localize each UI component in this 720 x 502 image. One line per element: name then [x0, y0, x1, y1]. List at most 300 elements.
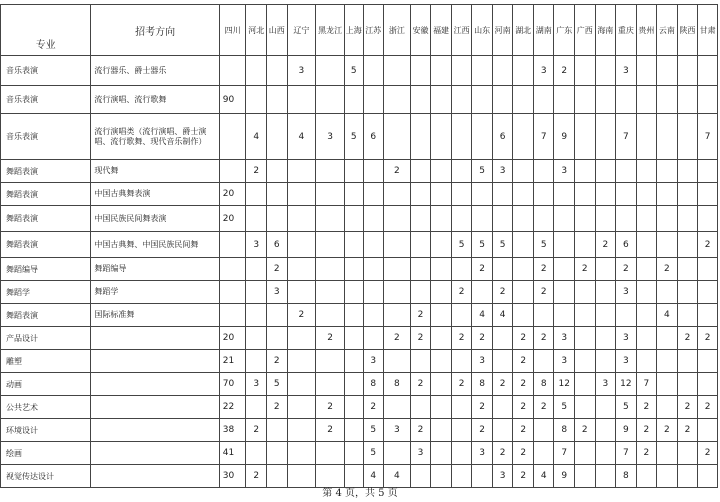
cell-quota	[431, 327, 452, 350]
cell-quota	[431, 56, 452, 86]
cell-quota	[657, 183, 678, 206]
cell-quota	[345, 206, 363, 232]
cell-quota	[246, 304, 267, 327]
table-row	[1, 350, 718, 373]
cell-quota	[677, 350, 698, 373]
cell-quota	[219, 160, 246, 183]
cell-quota	[345, 327, 363, 350]
cell-quota	[575, 114, 596, 160]
cell-quota	[492, 350, 513, 373]
cell-quota: 3	[267, 281, 288, 304]
cell-quota	[575, 56, 596, 86]
cell-quota	[533, 160, 554, 183]
cell-quota	[657, 114, 678, 160]
cell-quota	[492, 419, 513, 442]
cell-quota	[384, 258, 411, 281]
header-major: 专业	[1, 5, 91, 56]
cell-quota	[595, 86, 616, 114]
header-province: 甘肃	[698, 5, 718, 56]
cell-quota	[287, 442, 316, 465]
cell-direction	[91, 373, 219, 396]
cell-quota	[345, 304, 363, 327]
header-province: 海南	[595, 5, 616, 56]
cell-quota	[657, 396, 678, 419]
header-province: 山西	[267, 5, 288, 56]
cell-quota: 2	[533, 396, 554, 419]
cell-direction	[91, 442, 219, 465]
cell-major: 舞蹈表演	[1, 183, 91, 206]
cell-quota: 2	[492, 281, 513, 304]
cell-quota	[533, 86, 554, 114]
cell-quota	[472, 183, 493, 206]
cell-quota: 90	[219, 86, 246, 114]
cell-quota	[677, 281, 698, 304]
cell-quota	[636, 86, 657, 114]
cell-quota: 2	[246, 419, 267, 442]
cell-quota	[345, 419, 363, 442]
cell-quota: 2	[533, 258, 554, 281]
cell-quota	[345, 258, 363, 281]
table-row	[1, 304, 718, 327]
cell-quota: 4	[363, 465, 384, 488]
cell-quota	[316, 183, 345, 206]
cell-quota: 2	[698, 396, 718, 419]
cell-quota: 2	[513, 327, 534, 350]
cell-quota: 6	[616, 232, 637, 258]
cell-quota: 3	[287, 56, 316, 86]
cell-quota: 2	[595, 232, 616, 258]
cell-quota	[636, 160, 657, 183]
cell-quota: 8	[363, 373, 384, 396]
header-province: 湖北	[513, 5, 534, 56]
cell-quota: 5	[451, 232, 472, 258]
cell-quota: 5	[345, 56, 363, 86]
cell-quota	[431, 160, 452, 183]
cell-quota: 2	[657, 258, 678, 281]
cell-quota	[595, 56, 616, 86]
cell-quota: 3	[316, 114, 345, 160]
cell-quota: 2	[513, 442, 534, 465]
cell-quota	[677, 183, 698, 206]
cell-quota: 2	[677, 396, 698, 419]
cell-quota	[431, 350, 452, 373]
cell-quota: 2	[657, 419, 678, 442]
cell-quota: 9	[616, 419, 637, 442]
cell-quota	[345, 373, 363, 396]
cell-quota	[316, 258, 345, 281]
cell-quota	[287, 86, 316, 114]
cell-direction: 流行演唱、流行歌舞	[91, 86, 219, 114]
cell-quota	[316, 56, 345, 86]
cell-quota	[636, 281, 657, 304]
cell-quota	[345, 281, 363, 304]
cell-quota: 8	[616, 465, 637, 488]
cell-quota	[595, 396, 616, 419]
cell-quota: 3	[616, 350, 637, 373]
cell-quota	[267, 442, 288, 465]
cell-quota	[451, 419, 472, 442]
cell-quota	[410, 350, 431, 373]
cell-quota	[410, 114, 431, 160]
cell-quota: 8	[472, 373, 493, 396]
cell-quota	[431, 232, 452, 258]
cell-quota: 3	[616, 327, 637, 350]
quota-table	[0, 4, 718, 488]
header-province: 江西	[451, 5, 472, 56]
cell-quota	[410, 396, 431, 419]
cell-quota: 2	[513, 419, 534, 442]
cell-quota	[451, 114, 472, 160]
cell-major: 音乐表演	[1, 56, 91, 86]
cell-quota	[554, 304, 575, 327]
cell-quota: 3	[533, 56, 554, 86]
cell-quota	[267, 114, 288, 160]
cell-quota: 3	[246, 232, 267, 258]
cell-quota	[431, 86, 452, 114]
cell-quota	[533, 206, 554, 232]
cell-quota	[616, 160, 637, 183]
cell-quota: 12	[616, 373, 637, 396]
cell-quota	[698, 419, 718, 442]
cell-quota: 2	[472, 419, 493, 442]
cell-quota	[267, 206, 288, 232]
cell-quota	[698, 56, 718, 86]
cell-major: 舞蹈表演	[1, 206, 91, 232]
cell-quota	[616, 183, 637, 206]
cell-major: 舞蹈表演	[1, 304, 91, 327]
cell-quota	[554, 183, 575, 206]
cell-quota: 5	[554, 396, 575, 419]
cell-quota: 2	[267, 258, 288, 281]
cell-quota: 7	[554, 442, 575, 465]
cell-quota	[316, 281, 345, 304]
cell-quota: 2	[575, 258, 596, 281]
cell-quota	[246, 183, 267, 206]
cell-quota: 2	[698, 232, 718, 258]
table-row	[1, 373, 718, 396]
cell-quota: 3	[410, 442, 431, 465]
cell-quota	[513, 206, 534, 232]
cell-quota	[410, 86, 431, 114]
cell-quota: 5	[533, 232, 554, 258]
cell-quota	[410, 232, 431, 258]
cell-quota: 2	[513, 396, 534, 419]
header-province: 山东	[472, 5, 493, 56]
cell-quota	[316, 442, 345, 465]
cell-quota: 4	[533, 465, 554, 488]
cell-quota: 6	[363, 114, 384, 160]
header-province: 浙江	[384, 5, 411, 56]
header-province: 福建	[431, 5, 452, 56]
cell-quota	[533, 419, 554, 442]
cell-quota: 2	[492, 373, 513, 396]
cell-direction: 舞蹈编导	[91, 258, 219, 281]
cell-quota: 3	[472, 350, 493, 373]
cell-quota: 3	[616, 56, 637, 86]
cell-quota	[677, 232, 698, 258]
cell-quota: 2	[267, 396, 288, 419]
table-row	[1, 232, 718, 258]
cell-quota	[575, 183, 596, 206]
cell-quota: 2	[246, 465, 267, 488]
table-row	[1, 86, 718, 114]
cell-quota: 2	[451, 281, 472, 304]
cell-quota	[431, 206, 452, 232]
cell-quota	[595, 258, 616, 281]
header-province: 广东	[554, 5, 575, 56]
cell-quota	[698, 304, 718, 327]
cell-quota	[363, 258, 384, 281]
cell-quota	[246, 327, 267, 350]
cell-quota	[267, 56, 288, 86]
cell-quota	[575, 327, 596, 350]
header-province: 辽宁	[287, 5, 316, 56]
cell-quota	[451, 56, 472, 86]
cell-quota	[636, 304, 657, 327]
cell-quota	[513, 258, 534, 281]
cell-quota: 3	[246, 373, 267, 396]
cell-quota	[384, 56, 411, 86]
cell-quota	[287, 183, 316, 206]
cell-quota	[657, 160, 678, 183]
cell-quota	[219, 56, 246, 86]
cell-quota	[636, 232, 657, 258]
cell-quota	[363, 304, 384, 327]
cell-quota	[575, 232, 596, 258]
cell-quota: 3	[472, 442, 493, 465]
cell-quota	[472, 56, 493, 86]
table-body	[1, 56, 718, 488]
cell-quota	[554, 281, 575, 304]
cell-quota	[657, 86, 678, 114]
table-row	[1, 258, 718, 281]
cell-quota	[246, 396, 267, 419]
cell-quota: 2	[410, 327, 431, 350]
cell-quota	[616, 86, 637, 114]
cell-direction	[91, 396, 219, 419]
cell-quota	[410, 183, 431, 206]
table-row	[1, 419, 718, 442]
cell-quota	[363, 327, 384, 350]
cell-quota	[657, 327, 678, 350]
cell-direction: 中国古典舞、中国民族民间舞	[91, 232, 219, 258]
cell-quota	[533, 442, 554, 465]
cell-major: 舞蹈学	[1, 281, 91, 304]
cell-quota	[410, 160, 431, 183]
cell-quota: 20	[219, 183, 246, 206]
cell-quota: 5	[363, 419, 384, 442]
cell-quota	[554, 206, 575, 232]
cell-quota	[595, 327, 616, 350]
cell-quota	[246, 281, 267, 304]
cell-quota	[431, 304, 452, 327]
cell-quota	[267, 304, 288, 327]
cell-quota	[575, 442, 596, 465]
cell-major: 绘画	[1, 442, 91, 465]
cell-quota	[636, 114, 657, 160]
cell-quota: 2	[316, 327, 345, 350]
cell-quota	[287, 396, 316, 419]
cell-major: 雕塑	[1, 350, 91, 373]
cell-quota	[316, 304, 345, 327]
cell-quota	[575, 396, 596, 419]
cell-quota: 2	[513, 465, 534, 488]
cell-quota	[287, 232, 316, 258]
cell-quota: 5	[363, 442, 384, 465]
cell-quota	[575, 206, 596, 232]
cell-quota	[451, 86, 472, 114]
cell-quota: 3	[616, 281, 637, 304]
cell-direction: 流行演唱类（流行演唱、爵士演唱、流行歌舞、现代音乐制作）	[91, 114, 219, 160]
header-province: 黑龙江	[316, 5, 345, 56]
cell-major: 舞蹈编导	[1, 258, 91, 281]
cell-quota	[595, 206, 616, 232]
cell-quota: 70	[219, 373, 246, 396]
cell-quota	[554, 86, 575, 114]
cell-quota	[636, 56, 657, 86]
cell-quota	[492, 56, 513, 86]
cell-quota	[657, 281, 678, 304]
cell-quota: 2	[472, 396, 493, 419]
cell-major: 音乐表演	[1, 86, 91, 114]
cell-quota	[345, 350, 363, 373]
cell-quota	[246, 56, 267, 86]
cell-quota	[513, 281, 534, 304]
table-row	[1, 56, 718, 86]
cell-quota: 4	[246, 114, 267, 160]
cell-quota	[219, 232, 246, 258]
cell-quota: 5	[616, 396, 637, 419]
cell-quota	[345, 183, 363, 206]
cell-quota	[698, 183, 718, 206]
cell-quota	[616, 206, 637, 232]
cell-quota	[431, 419, 452, 442]
cell-major: 舞蹈表演	[1, 160, 91, 183]
cell-quota	[267, 327, 288, 350]
cell-quota	[451, 183, 472, 206]
cell-quota	[554, 232, 575, 258]
cell-quota	[384, 206, 411, 232]
cell-quota: 5	[472, 160, 493, 183]
cell-quota: 20	[219, 206, 246, 232]
cell-quota	[595, 281, 616, 304]
cell-quota	[698, 160, 718, 183]
cell-quota	[492, 206, 513, 232]
cell-quota: 38	[219, 419, 246, 442]
cell-quota	[316, 232, 345, 258]
cell-quota	[698, 373, 718, 396]
cell-direction: 舞蹈学	[91, 281, 219, 304]
cell-quota: 7	[616, 114, 637, 160]
cell-quota	[575, 281, 596, 304]
cell-quota: 2	[636, 419, 657, 442]
cell-quota: 2	[316, 419, 345, 442]
cell-quota	[698, 350, 718, 373]
cell-quota	[363, 183, 384, 206]
cell-quota	[287, 327, 316, 350]
cell-quota	[595, 304, 616, 327]
cell-quota	[554, 258, 575, 281]
header-province: 河北	[246, 5, 267, 56]
cell-quota	[267, 419, 288, 442]
cell-quota: 12	[554, 373, 575, 396]
cell-quota: 3	[492, 160, 513, 183]
cell-quota: 9	[554, 114, 575, 160]
cell-quota: 2	[384, 160, 411, 183]
cell-quota: 3	[595, 373, 616, 396]
cell-quota: 2	[533, 327, 554, 350]
cell-quota: 2	[451, 327, 472, 350]
cell-quota: 3	[554, 160, 575, 183]
cell-quota	[363, 206, 384, 232]
header-province: 重庆	[616, 5, 637, 56]
cell-quota	[698, 258, 718, 281]
header-province: 陕西	[677, 5, 698, 56]
page-footer: 第 4 页，共 5 页	[322, 488, 398, 499]
cell-quota: 7	[533, 114, 554, 160]
cell-quota	[636, 327, 657, 350]
cell-quota: 2	[513, 373, 534, 396]
cell-quota: 4	[657, 304, 678, 327]
cell-quota	[575, 160, 596, 183]
table-row	[1, 396, 718, 419]
cell-quota	[657, 350, 678, 373]
cell-quota	[410, 206, 431, 232]
cell-quota	[657, 206, 678, 232]
cell-quota	[431, 258, 452, 281]
cell-quota	[431, 442, 452, 465]
cell-quota	[636, 258, 657, 281]
cell-quota	[513, 56, 534, 86]
cell-quota: 5	[472, 232, 493, 258]
cell-quota	[219, 304, 246, 327]
cell-quota: 5	[492, 232, 513, 258]
cell-quota	[595, 442, 616, 465]
cell-quota: 8	[384, 373, 411, 396]
cell-quota	[657, 56, 678, 86]
cell-quota: 2	[384, 327, 411, 350]
cell-quota	[451, 206, 472, 232]
cell-quota: 2	[636, 396, 657, 419]
cell-quota: 5	[267, 373, 288, 396]
cell-quota	[698, 206, 718, 232]
cell-quota: 22	[219, 396, 246, 419]
cell-quota	[677, 56, 698, 86]
cell-quota: 2	[410, 419, 431, 442]
cell-quota	[492, 396, 513, 419]
cell-quota	[287, 419, 316, 442]
cell-quota	[595, 419, 616, 442]
cell-quota	[363, 281, 384, 304]
cell-quota	[431, 183, 452, 206]
cell-quota: 2	[363, 396, 384, 419]
cell-direction: 国际标准舞	[91, 304, 219, 327]
cell-quota	[513, 86, 534, 114]
cell-quota: 2	[316, 396, 345, 419]
cell-quota: 7	[616, 442, 637, 465]
cell-quota: 8	[533, 373, 554, 396]
cell-quota	[287, 281, 316, 304]
cell-quota	[345, 396, 363, 419]
header-province: 四川	[219, 5, 246, 56]
cell-quota	[316, 373, 345, 396]
cell-quota	[657, 373, 678, 396]
cell-quota: 30	[219, 465, 246, 488]
cell-quota: 9	[554, 465, 575, 488]
cell-direction: 现代舞	[91, 160, 219, 183]
cell-quota	[472, 206, 493, 232]
cell-quota	[575, 86, 596, 114]
